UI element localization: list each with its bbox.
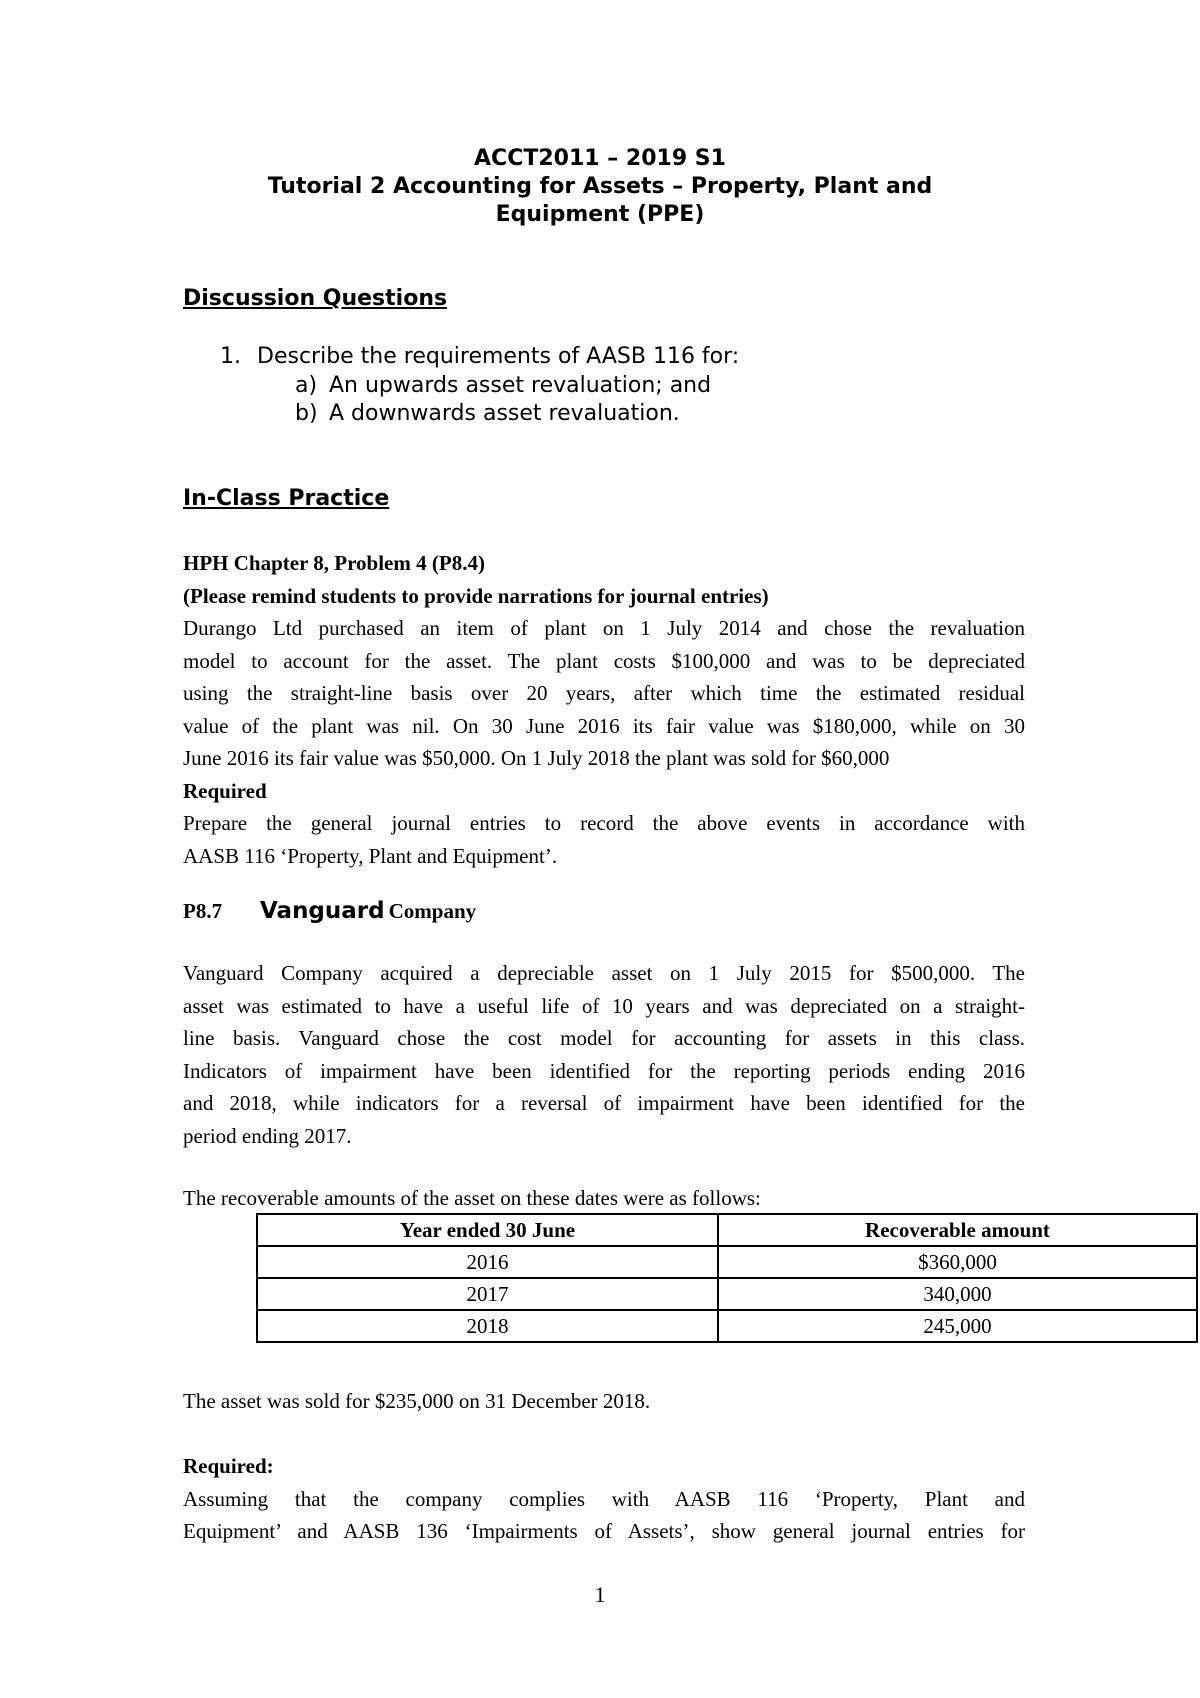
table-row bbox=[257, 1278, 1197, 1310]
problem-p8-7-text bbox=[183, 957, 1025, 1152]
required-section bbox=[183, 1450, 1025, 1548]
required-text-line: AASB 116 ‘Property, Plant and Equipment’. bbox=[183, 843, 558, 868]
table-cell-amount: $360,000 bbox=[718, 1246, 1197, 1278]
question-1b-label: b) bbox=[295, 401, 318, 426]
required-text-line: Assuming that the company complies with AASB 116 ‘Property, Plant and bbox=[183, 1486, 1025, 1511]
tutorial-title-line1: Tutorial 2 Accounting for Assets – Property, Plant and bbox=[267, 174, 933, 199]
problem-text-line: asset was estimated to have a useful life of 10 years and was depreciated on a straight- bbox=[183, 993, 1025, 1018]
required-label: Required: bbox=[183, 1454, 274, 1478]
discussion-heading: Discussion Questions bbox=[183, 286, 448, 311]
in-class-heading: In-Class Practice bbox=[183, 486, 390, 511]
title-block bbox=[0, 145, 1200, 229]
question-1b-text: A downwards asset revaluation. bbox=[329, 401, 680, 426]
problem-note: (Please remind students to provide narrations for journal entries) bbox=[183, 583, 769, 608]
table-cell-amount: 340,000 bbox=[718, 1278, 1197, 1310]
table-header-year: Year ended 30 June bbox=[257, 1214, 718, 1246]
problem-code: P8.7 bbox=[183, 899, 223, 923]
question-1-number: 1. bbox=[220, 344, 241, 369]
recoverable-amounts-table bbox=[256, 1213, 1198, 1343]
required-text-line: Equipment’ and AASB 136 ‘Impairments of Assets’, show general journal entries for bbox=[183, 1519, 1025, 1543]
problem-text-line: Durango Ltd purchased an item of plant on 1 July 2014 and chose the revaluation bbox=[183, 616, 1025, 640]
table-cell-year: 2018 bbox=[257, 1310, 718, 1342]
problem-p8-4 bbox=[183, 547, 1025, 872]
problem-text-line: line basis. Vanguard chose the cost model for accounting for assets in this class. bbox=[183, 1026, 1025, 1050]
tutorial-title-line2: Equipment (PPE) bbox=[495, 202, 705, 227]
problem-company-name: Vanguard bbox=[260, 898, 385, 924]
problem-text-line: Indicators of impairment have been identified for the reporting periods ending 2016 bbox=[183, 1058, 1025, 1083]
problem-text-line: period ending 2017. bbox=[183, 1123, 352, 1148]
problem-text-line: Vanguard Company acquired a depreciable asset on 1 July 2015 for $500,000. The bbox=[183, 961, 1025, 985]
sale-text: The asset was sold for $235,000 on 31 December 2018. bbox=[183, 1389, 651, 1413]
question-1-text: Describe the requirements of AASB 116 for: bbox=[257, 344, 740, 369]
required-text-line: Prepare the general journal entries to record the above events in accordance with bbox=[183, 811, 1025, 835]
question-1a-text: An upwards asset revaluation; and bbox=[329, 373, 712, 398]
table-cell-amount: 245,000 bbox=[718, 1310, 1197, 1342]
table-row bbox=[257, 1246, 1197, 1278]
course-title: ACCT2011 – 2019 S1 bbox=[474, 146, 726, 171]
problem-text-line: and 2018, while indicators for a reversal of impairment have been identified for the bbox=[183, 1091, 1025, 1115]
problem-company-suffix: Company bbox=[388, 899, 477, 923]
table-row bbox=[257, 1310, 1197, 1342]
table-header-row bbox=[257, 1214, 1197, 1246]
required-label: Required bbox=[183, 778, 267, 803]
problem-p8-7-title bbox=[183, 898, 476, 924]
question-1a-label: a) bbox=[295, 373, 318, 398]
table-intro: The recoverable amounts of the asset on these dates were as follows: bbox=[183, 1186, 761, 1210]
table-cell-year: 2017 bbox=[257, 1278, 718, 1310]
problem-title: HPH Chapter 8, Problem 4 (P8.4) bbox=[183, 551, 485, 575]
problem-text-line: June 2016 its fair value was $50,000. On 1 July 2018 the plant was sold for $60,000 bbox=[183, 746, 890, 770]
problem-text-line: using the straight-line basis over 20 years, after which time the estimated residual bbox=[183, 681, 1025, 705]
problem-text-line: model to account for the asset. The plant costs $100,000 and was to be depreciated bbox=[183, 648, 1025, 673]
table-cell-year: 2016 bbox=[257, 1246, 718, 1278]
problem-text-line: value of the plant was nil. On 30 June 2016 its fair value was $180,000, while on 30 bbox=[183, 713, 1025, 738]
table-header-amount: Recoverable amount bbox=[718, 1214, 1197, 1246]
page-number: 1 bbox=[594, 1582, 606, 1607]
